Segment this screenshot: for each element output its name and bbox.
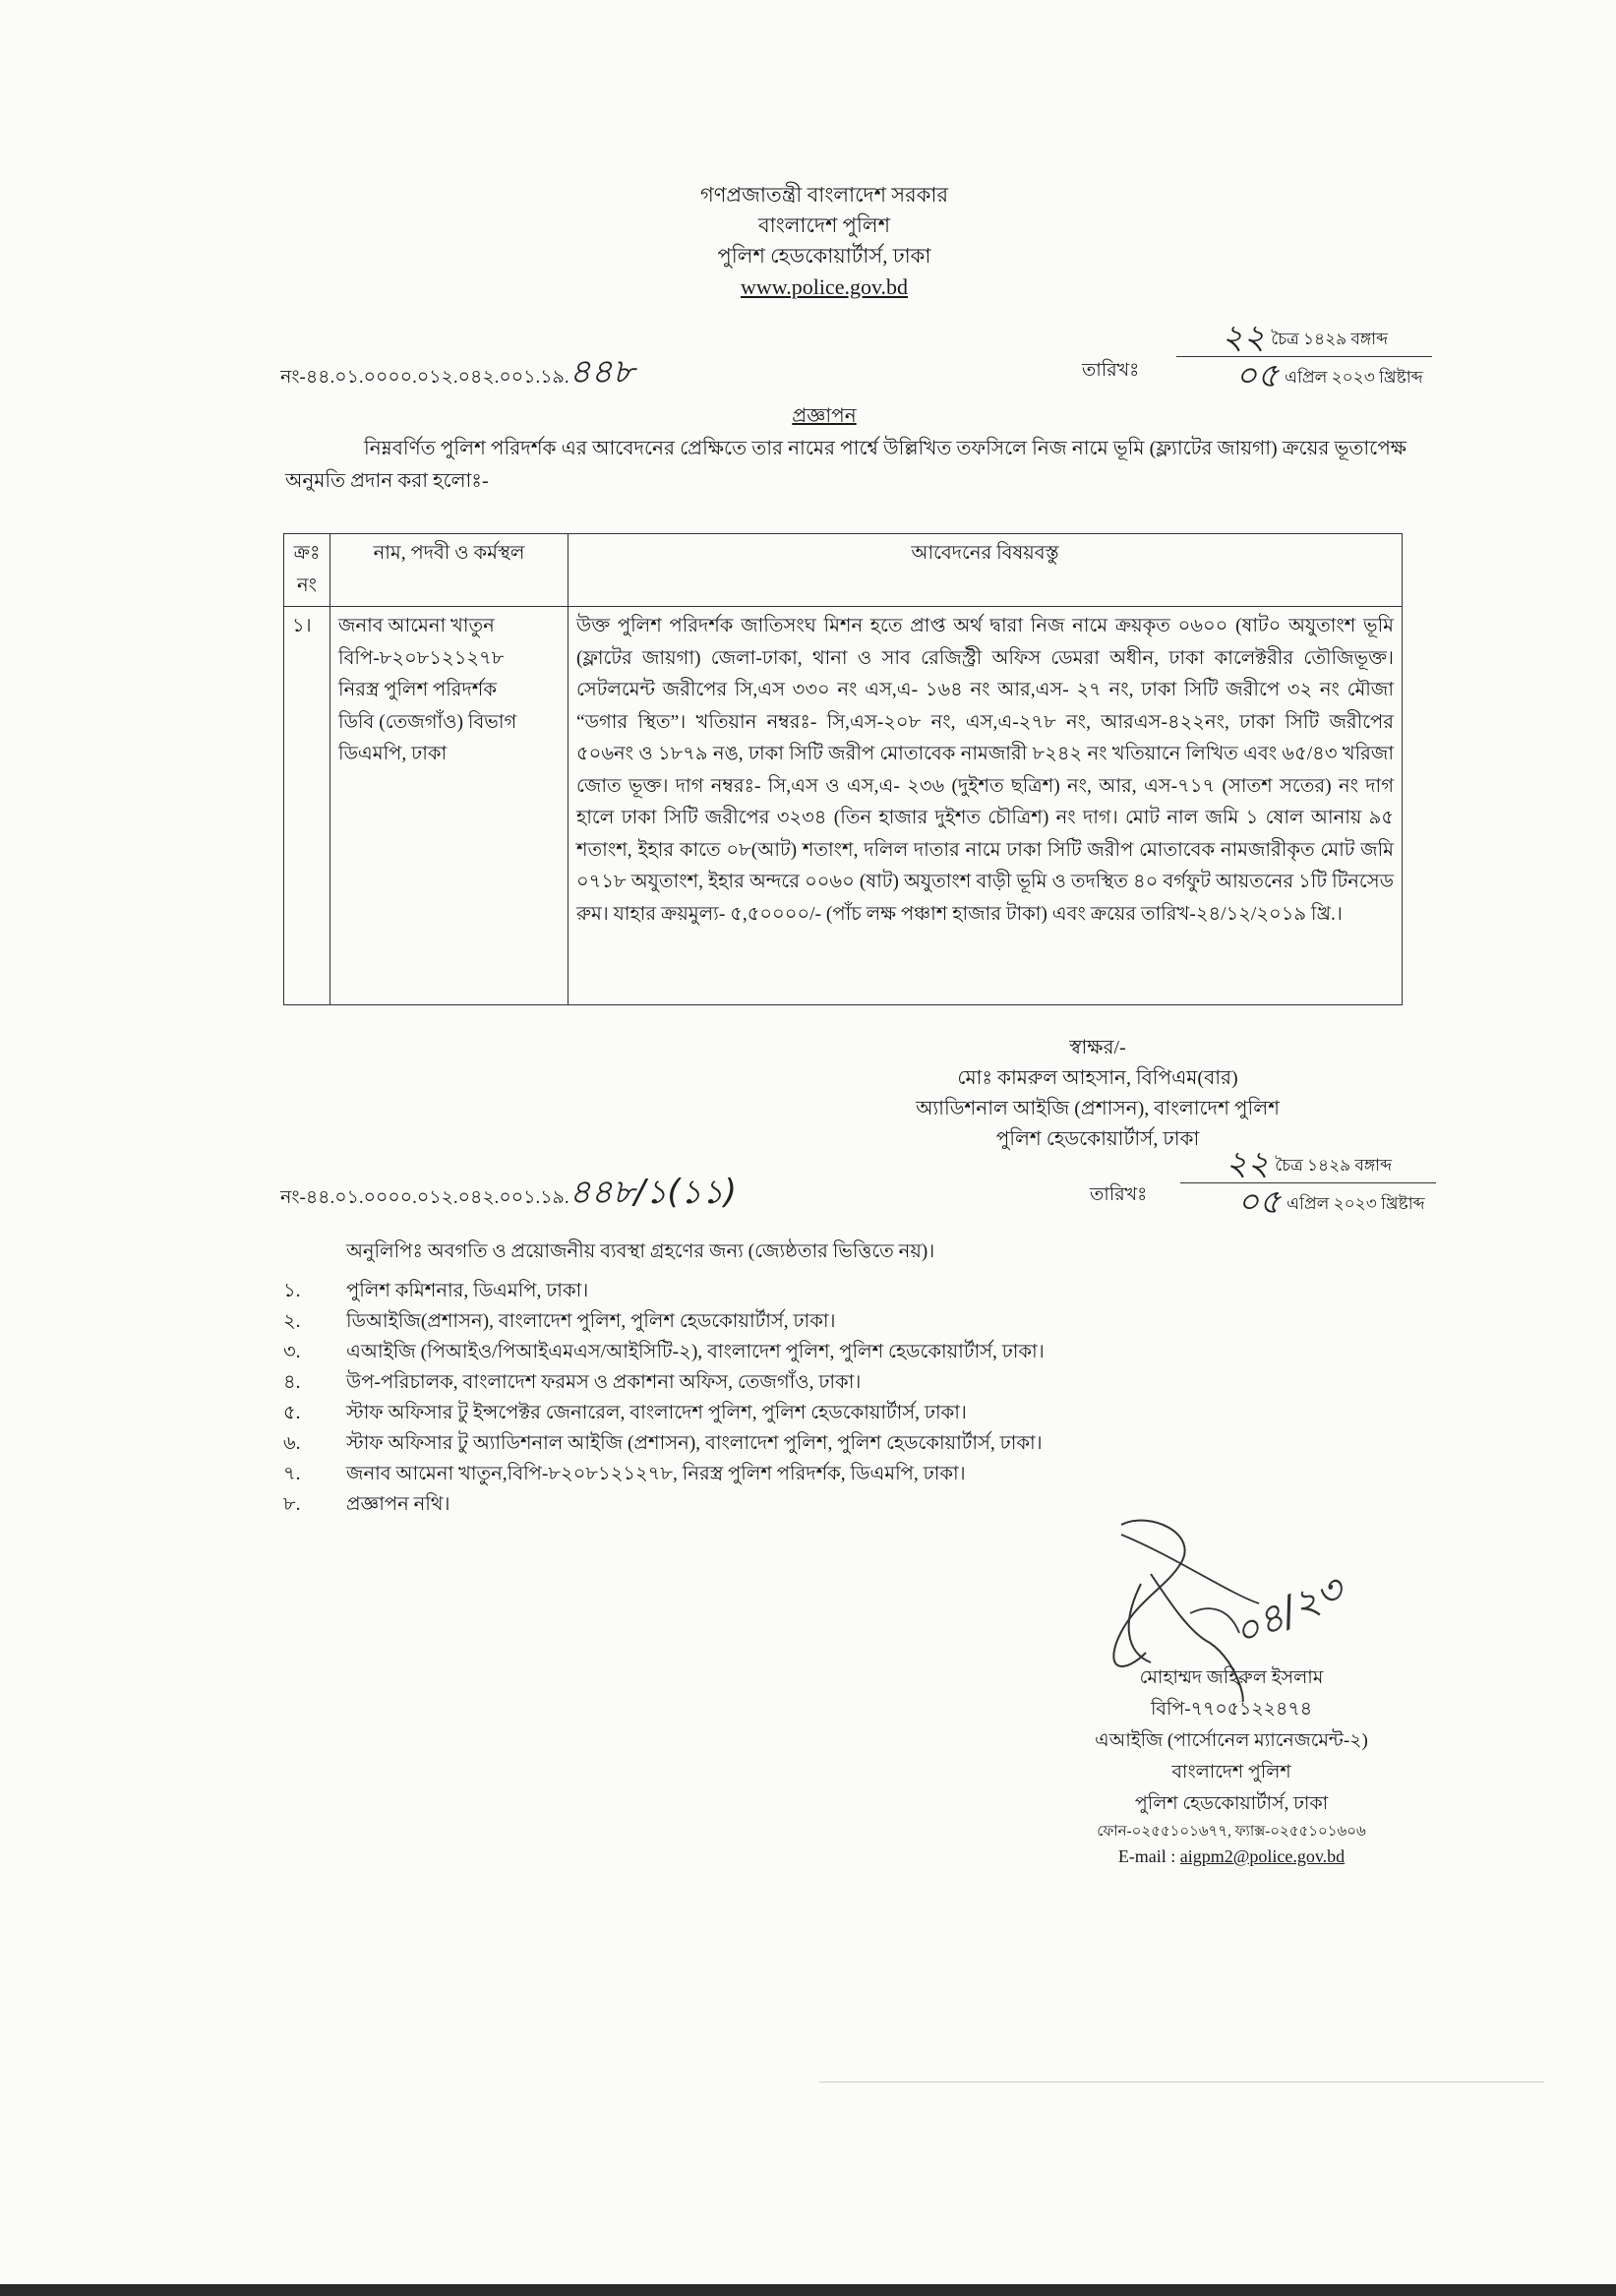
officer-email	[1005, 1843, 1458, 1869]
notice-title: প্রজ্ঞাপন	[792, 405, 857, 427]
applicant-designation: নিরস্ত্র পুলিশ পরিদর্শক	[338, 680, 497, 700]
signatory-office: পুলিশ হেডকোয়ার্টার্স, ঢাকা	[995, 1128, 1200, 1150]
item-text: জনাব আমেনা খাতুন,বিপি-৮২০৮১২১২৭৮, নিরস্ত্র পুলিশ পরিদর্শক, ডিএমপি, ঢাকা।	[346, 1464, 966, 1484]
organization-name: বাংলাদেশ পুলিশ	[757, 213, 891, 237]
officer-phone-fax: ফোন-০২৫৫১০১৬৭৭, ফ্যাক্স-০২৫৫১০১৬০৬	[1097, 1824, 1366, 1840]
intro-paragraph: নিম্নবর্ণিত পুলিশ পরিদর্শক এর আবেদনের প্রেক্ষিতে তার নামের পার্শ্বে উল্লিখিত তফসিলে নিজ নামে ভূমি (ফ্ল্যাটের জায়গা) ক্রয়ের ভূতাপেক্ষ অনুমতি প্রদান করা হলোঃ-	[285, 438, 1407, 492]
item-number: ৫.	[283, 1403, 301, 1423]
copy-heading: অনুলিপিঃ অবগতি ও প্রয়োজনীয় ব্যবস্থা গ্রহণের জন্য (জ্যেষ্ঠতার ভিত্তিতে নয়)।	[346, 1241, 935, 1262]
item-text: এআইজি (পিআইও/পিআইএমএস/আইসিটি-২), বাংলাদেশ পুলিশ, পুলিশ হেডকোয়ার্টার্স, ঢাকা।	[346, 1342, 1045, 1362]
item-number: ৭.	[283, 1464, 301, 1484]
item-number: ২.	[283, 1311, 301, 1332]
memo-date	[1176, 318, 1432, 395]
item-text: উপ-পরিচালক, বাংলাদেশ ফরমস ও প্রকাশনা অফিস, তেজগাঁও, ঢাকা।	[346, 1372, 862, 1393]
bangla-date: চৈত্র ১৪২৯ বঙ্গাব্দ	[1271, 330, 1389, 348]
signatory-designation: অ্যাডিশনাল আইজি (প্রশাসন), বাংলাদেশ পুলিশ	[916, 1098, 1280, 1119]
item-text: প্রজ্ঞাপন নথি।	[346, 1494, 450, 1515]
applicant-name: জনাব আমেনা খাতুন	[338, 616, 495, 636]
website-link[interactable]: www.police.gov.bd	[740, 274, 909, 299]
memo2-reference-number	[280, 1167, 737, 1223]
signatory-name: মোঃ কামরুল আহসান, বিপিএম(বার)	[957, 1067, 1238, 1089]
item-number: ৬.	[283, 1433, 301, 1454]
memo-reference-number	[280, 346, 634, 402]
list-item	[283, 1367, 1045, 1398]
applicant-bp: বিপি-৮২০৮১২১২৭৮	[338, 647, 505, 669]
list-item	[283, 1276, 1045, 1306]
item-number: ১.	[283, 1281, 301, 1301]
officer-name: মোহাম্মদ জহিরুল ইসলাম	[1139, 1667, 1324, 1688]
government-name: গণপ্রজাতন্ত্রী বাংলাদেশ সরকার	[699, 183, 949, 207]
signature-date: ০৪/২৩	[1226, 1566, 1350, 1658]
list-item	[283, 1459, 1045, 1489]
header-name-designation: নাম, পদবী ও কর্মস্থল	[330, 534, 569, 607]
row-name-designation	[330, 607, 569, 1005]
row-serial: ১।	[284, 607, 330, 1005]
scan-edge-line	[819, 2082, 1544, 2083]
applicant-workplace: ডিএমপি, ঢাকা	[338, 744, 448, 764]
office-name: পুলিশ হেডকোয়ার্টার্স, ঢাকা	[717, 244, 931, 268]
officer-bp-number: বিপি-৭৭০৫১২২৪৭৪	[1150, 1699, 1313, 1720]
date-divider	[1176, 356, 1432, 357]
signatory-block-2	[1005, 1662, 1458, 1869]
item-text: স্টাফ অফিসার টু অ্যাডিশনাল আইজি (প্রশাসন), বাংলাদেশ পুলিশ, পুলিশ হেডকোয়ার্টার্স, ঢাকা।	[346, 1433, 1043, 1454]
date-label: তারিখঃ	[1082, 360, 1140, 381]
english-date: এপ্রিল ২০২৩ খ্রিষ্টাব্দ	[1285, 368, 1423, 387]
officer-office: পুলিশ হেডকোয়ার্টার্স, ঢাকা	[1134, 1793, 1329, 1814]
item-text: স্টাফ অফিসার টু ইন্সপেক্টর জেনারেল, বাংলাদেশ পুলিশ, পুলিশ হেডকোয়ার্টার্স, ঢাকা।	[346, 1403, 967, 1423]
list-item	[283, 1337, 1045, 1367]
list-item	[283, 1489, 1045, 1520]
scan-bottom-border	[0, 2284, 1616, 2296]
officer-organization: বাংলাদেশ পুলিশ	[1171, 1762, 1291, 1782]
applicant-unit: ডিবি (তেজগাঁও) বিভাগ	[338, 711, 517, 733]
item-text: ডিআইজি(প্রশাসন), বাংলাদেশ পুলিশ, পুলিশ হেডকোয়ার্টার্স, ঢাকা।	[346, 1311, 836, 1332]
table-header-row	[284, 534, 1403, 607]
header-serial: ক্রঃ নং	[284, 534, 330, 607]
bangla-date: চৈত্র ১৪২৯ বঙ্গাব্দ	[1275, 1156, 1393, 1175]
table-row	[284, 607, 1403, 1005]
reference-prefix: নং-৪৪.০১.০০০০.০১২.০৪২.০০১.১৯.	[280, 367, 569, 388]
item-number: ৪.	[283, 1372, 301, 1393]
date-label: তারিখঃ	[1090, 1184, 1148, 1205]
signatory-block-1	[852, 1033, 1344, 1155]
item-text: পুলিশ কমিশনার, ডিএমপি, ঢাকা।	[346, 1281, 589, 1301]
signed-mark: স্বাক্ষর/-	[1069, 1037, 1126, 1058]
email-link[interactable]: aigpm2@police.gov.bd	[1179, 1846, 1346, 1866]
english-day-handwritten: ০৫	[1235, 356, 1280, 395]
list-item	[283, 1428, 1045, 1459]
english-date: এপ্রিল ২০২৩ খ্রিষ্টাব্দ	[1287, 1194, 1425, 1213]
application-table	[283, 533, 1403, 1005]
list-item	[283, 1306, 1045, 1337]
officer-designation: এআইজি (পার্সোনেল ম্যানেজমেন্ট-২)	[1095, 1730, 1368, 1751]
header-application-content: আবেদনের বিষয়বস্তু	[569, 534, 1403, 607]
reference-prefix: নং-৪৪.০১.০০০০.০১২.০৪২.০০১.১৯.	[280, 1187, 569, 1208]
english-day-handwritten: ০৫	[1237, 1182, 1282, 1222]
list-item	[283, 1398, 1045, 1428]
date-divider	[1180, 1182, 1436, 1183]
reference-handwritten-number: ৪৪৮	[569, 352, 634, 392]
email-label: E-mail :	[1117, 1846, 1180, 1866]
letterhead	[0, 180, 1616, 302]
copy-recipient-list	[283, 1276, 1045, 1520]
item-number: ৩.	[283, 1342, 301, 1362]
bangla-day-handwritten: ২২	[1226, 1144, 1270, 1183]
item-number: ৮.	[283, 1494, 301, 1515]
reference-handwritten-number: ৪৪৮/১(১১)	[569, 1173, 737, 1212]
memo2-date	[1180, 1144, 1436, 1222]
row-application-content: উক্ত পুলিশ পরিদর্শক জাতিসংঘ মিশন হতে প্রাপ্ত অর্থ দ্বারা নিজ নামে ক্রয়কৃত ০৬০০ (ষাট০ অযুতাংশ ভূমি (ফ্লাটের জায়গা) জেলা-ঢাকা, থানা ও সাব রেজিস্ট্রী অফিস ডেমরা অধীন, ঢাকা কালেক্টরীর তৌজিভূক্ত। সেটলমেন্ট জরীপের সি,এস ৩৩০ নং এস,এ- ১৬৪ নং আর,এস- ২৭ নং, ঢাকা সিটি জরীপে ৩২ নং মৌজা “ডগার স্থিত”। খতিয়ান নম্বরঃ- সি,এস-২০৮ নং, এস,এ-২৭৮ নং, আরএস-৪২২নং, ঢাকা সিটি জরীপের ৫০৬নং ও ১৮৭৯ নঙ, ঢাকা সিটি জরীপ মোতাবেক নামজারী ৮২৪২ নং খতিয়ানে লিখিত এবং ৬৫/৪৩ খরিজা জোত ভূক্ত। দাগ নম্বরঃ- সি,এস ও এস,এ- ২৩৬ (দুইশত ছত্রিশ) নং, আর, এস-৭১৭ (সাতশ সতের) নং দাগ হালে ঢাকা সিটি জরীপের ৩২৩৪ (তিন হাজার দুইশত চৌত্রিশ) নং দাগ। মোট নাল জমি ১ ষোল আনায় ৯৫ শতাংশ, ইহার কাতে ০৮(আট) শতাংশ, দলিল দাতার নামে ঢাকা সিটি জরীপ মোতাবেক নামজারীকৃত মোট জমি ০৭১৮ অযুতাংশ, ইহার অন্দরে ০০৬০ (ষাট) অযুতাংশ বাড়ী ভূমি ও তদস্থিত ৪০ বর্গফুট আয়তনের ১টি টিনসেড রুম। যাহার ক্রয়মুল্য- ৫,৫০০০০/- (পাঁচ লক্ষ পঞ্চাশ হাজার টাকা) এবং ক্রয়ের তারিখ-২৪/১২/২০১৯ খ্রি.।	[569, 607, 1403, 1005]
bangla-day-handwritten: ২২	[1222, 318, 1266, 357]
